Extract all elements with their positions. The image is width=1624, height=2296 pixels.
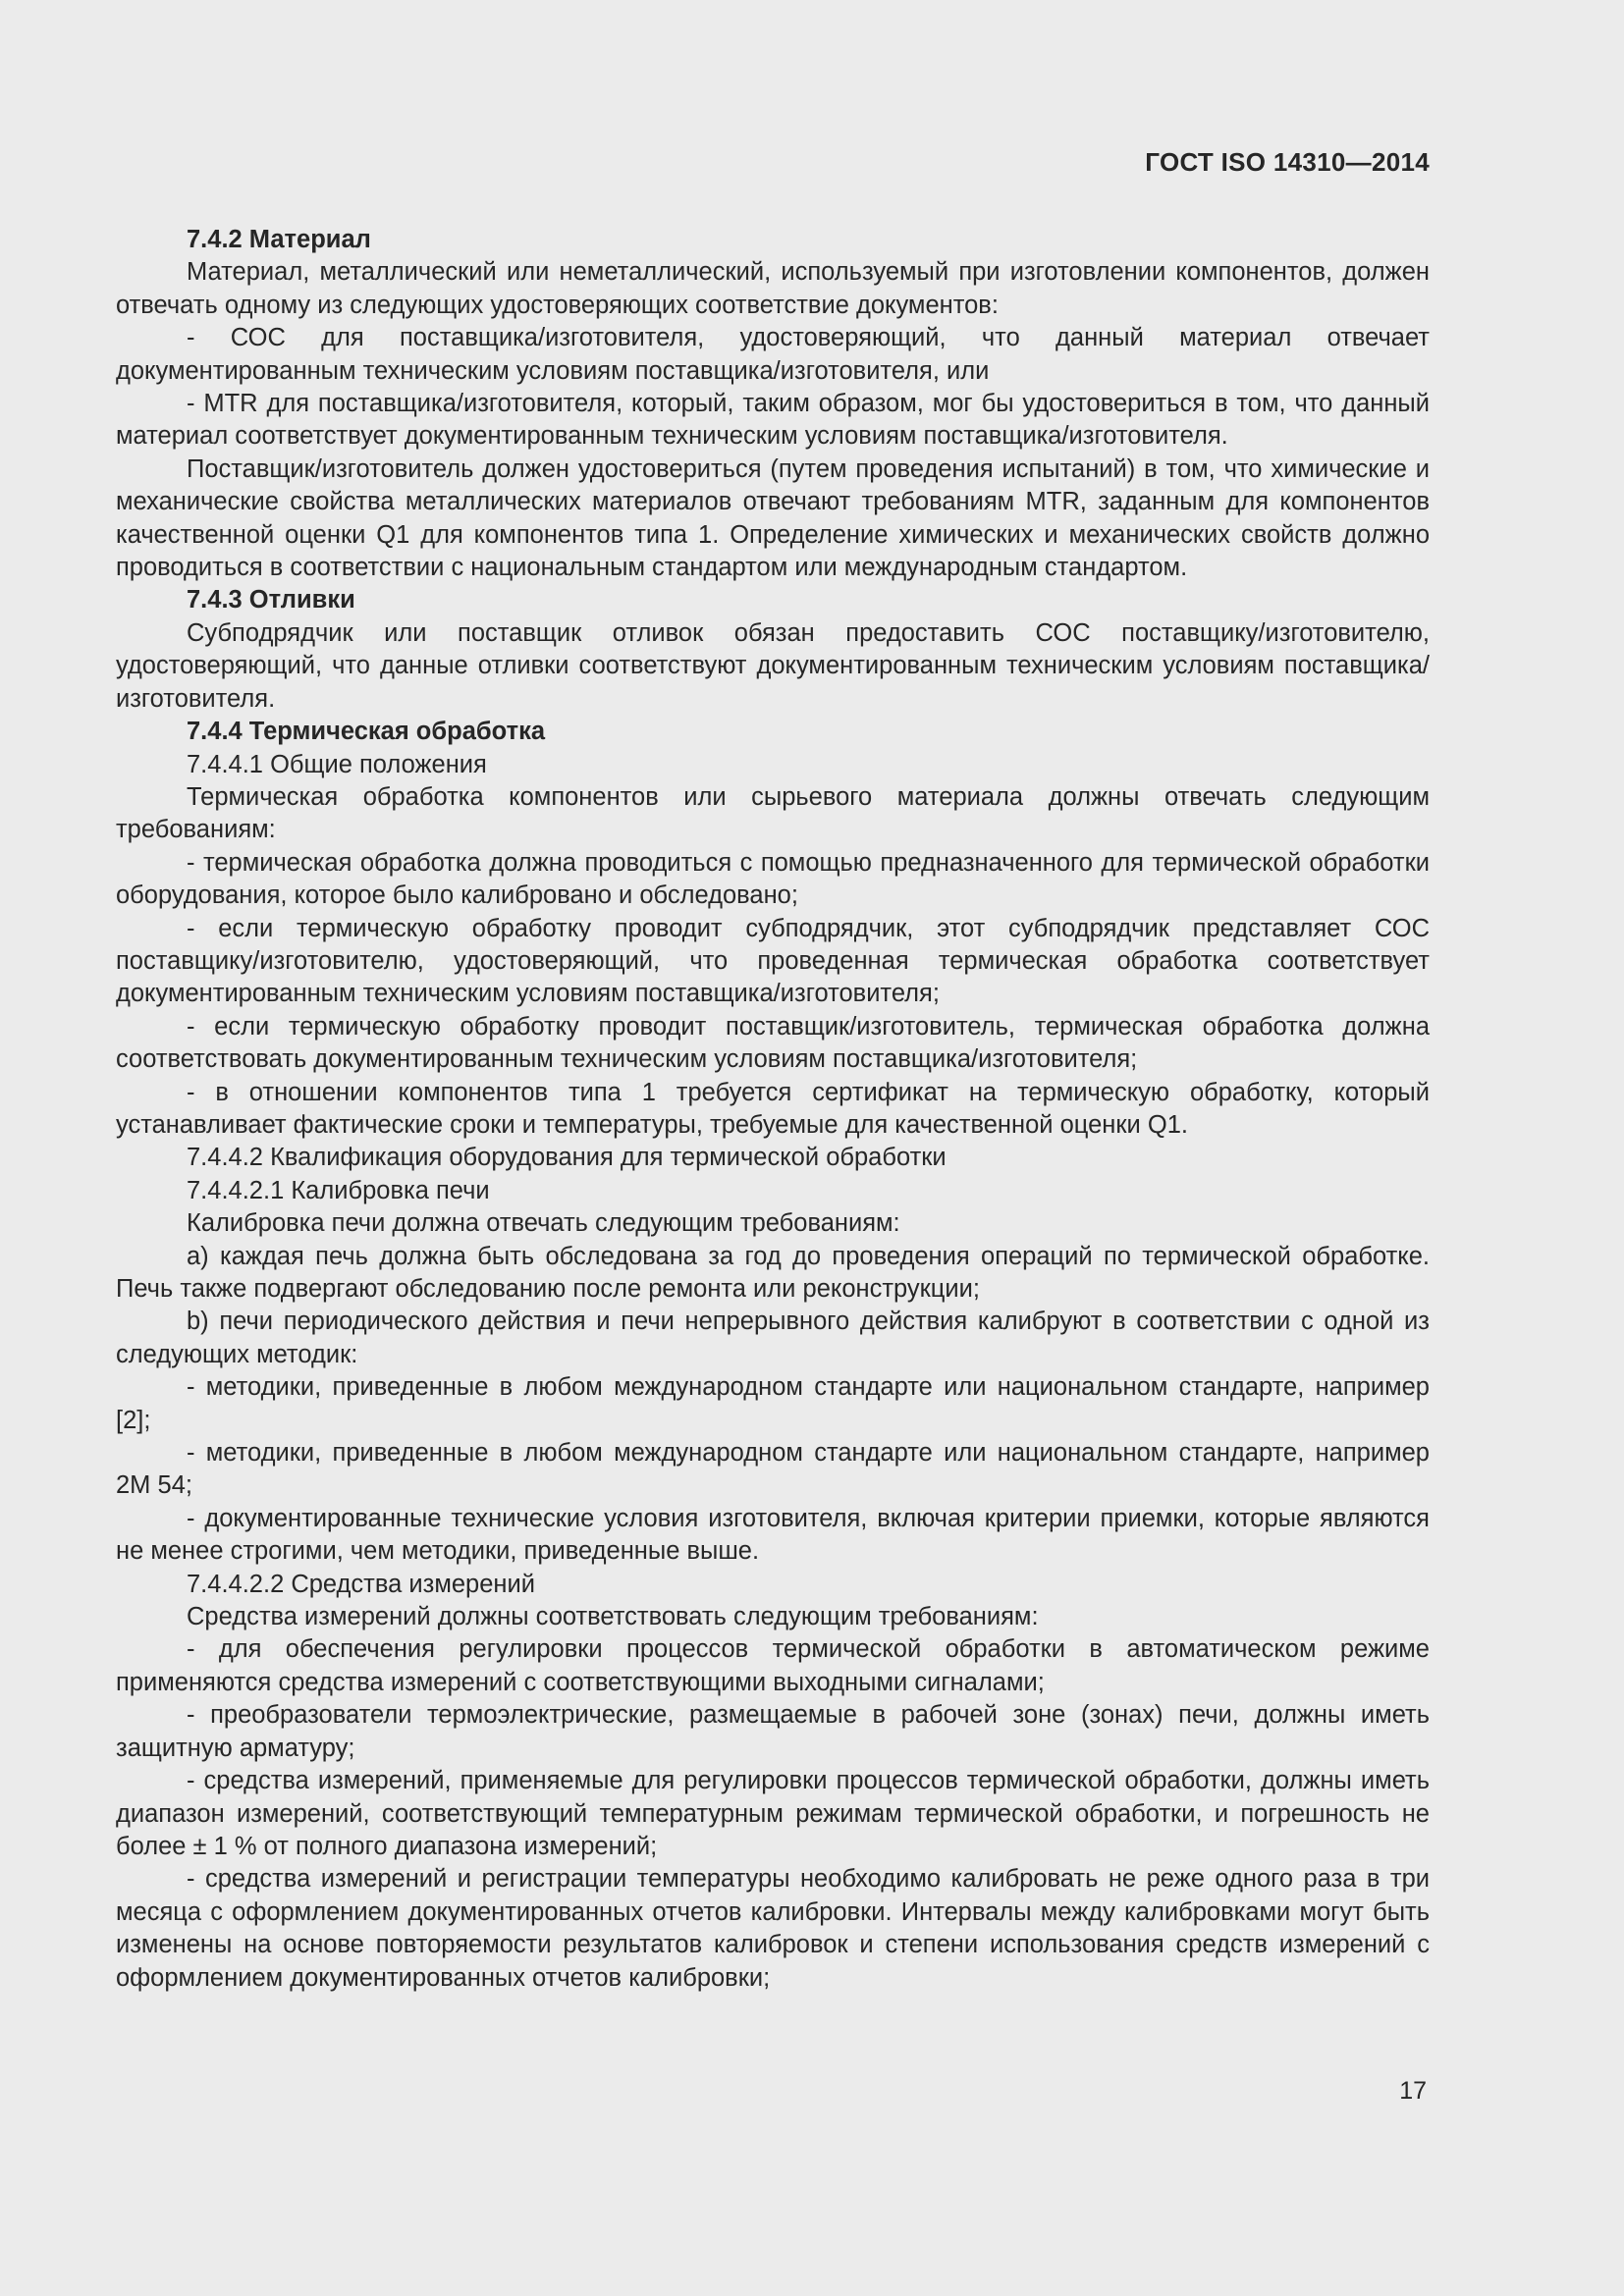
subsection-heading: 7.4.4.1 Общие положения	[187, 750, 487, 778]
list-item: - термическая обработка должна проводиться с помощью предназначенного для термической обработки оборудования, которое было калибровано и обследовано;	[116, 848, 1430, 910]
paragraph: Калибровка печи должна отвечать следующим требованиям:	[187, 1209, 900, 1238]
list-item: - документированные технические условия изготовителя, включая критерии приемки, которые являются не менее строгими, чем методики, приведенные выше.	[116, 1504, 1430, 1566]
list-item: - СОС для поставщика/изготовителя, удостоверяющий, что данный материал отвечает документированным техническим условиям поставщика/изготовителя, или	[116, 324, 1430, 385]
section-heading: 7.4.2 Материал	[187, 226, 371, 253]
list-item: - если термическую обработку проводит поставщик/изготовитель, термическая обработка должна соответствовать документированным техническим условиям поставщика/изготовителя;	[116, 1012, 1430, 1074]
list-item: a) каждая печь должна быть обследована за год до проведения операций по термической обработке. Печь также подвергают обследованию после ремонта или реконструкции;	[116, 1242, 1430, 1303]
standard-code-header: ГОСТ ISO 14310—2014	[1145, 147, 1430, 177]
paragraph: Поставщик/изготовитель должен удостовериться (путем проведения испытаний) в том, что химические и механические свойства металлических материалов отвечают требованиям MTR, заданным для компонентов качественной оценки Q1 для компонентов типа 1. Определение химических и механических свойств должно проводиться в соответствии с национальным стандартом или международным стандартом.	[116, 454, 1430, 582]
paragraph: Материал, металлический или неметаллический, используемый при изготовлении компонентов, должен отвечать одному из следующих удостоверяющих соответствие документов:	[116, 258, 1430, 319]
list-item: - в отношении компонентов типа 1 требуется сертификат на термическую обработку, который устанавливает фактические сроки и температуры, требуемые для качественной оценки Q1.	[116, 1078, 1430, 1139]
list-item: - преобразователи термоэлектрические, размещаемые в рабочей зоне (зонах) печи, должны иметь защитную арматуру;	[116, 1701, 1430, 1762]
section-heading: 7.4.3 Отливки	[187, 586, 355, 614]
paragraph: Термическая обработка компонентов или сырьевого материала должны отвечать следующим требованиям:	[116, 782, 1430, 844]
page-number: 17	[1399, 2077, 1427, 2105]
list-item: - методики, приведенные в любом международном стандарте или национальном стандарте, например [2];	[116, 1373, 1430, 1434]
list-item: - методики, приведенные в любом международном стандарте или национальном стандарте, например 2М 54;	[116, 1439, 1430, 1500]
list-item: - MTR для поставщика/изготовителя, который, таким образом, мог бы удостовериться в том, что данный материал соответствует документированным техническим условиям поставщика/изготовителя.	[116, 390, 1430, 451]
paragraph: Средства измерений должны соответствовать следующим требованиям:	[187, 1603, 1039, 1631]
document-body	[116, 224, 1430, 1995]
subsection-heading: 7.4.4.2.1 Калибровка печи	[187, 1176, 490, 1204]
list-item: - средства измерений, применяемые для регулировки процессов термической обработки, должны иметь диапазон измерений, соответствующий температурным режимам термической обработки, и погрешность не более ± 1 % от полного диапазона измерений;	[116, 1767, 1430, 1860]
section-heading: 7.4.4 Термическая обработка	[187, 718, 546, 746]
list-item: - если термическую обработку проводит субподрядчик, этот субподрядчик представляет СОС поставщику/изготовителю, удостоверяющий, что проведенная термическая обработка соответствует документированным техническим условиям поставщика/изготовителя;	[116, 914, 1430, 1008]
subsection-heading: 7.4.4.2.2 Средства измерений	[187, 1570, 535, 1598]
paragraph: Субподрядчик или поставщик отливок обязан предоставить СОС поставщику/изготовителю, удостоверяющий, что данные отливки соответствуют документированным техническим условиям поставщика/изготовителя.	[116, 618, 1430, 713]
list-item: - для обеспечения регулировки процессов термической обработки в автоматическом режиме применяются средства измерений с соответствующими выходными сигналами;	[116, 1635, 1430, 1696]
list-item: - средства измерений и регистрации температуры необходимо калибровать не реже одного раза в три месяца с оформлением документированных отчетов калибровки. Интервалы между калибровками могут быть изменены на основе повторяемости результатов калибровок и степени использования средств измерений с оформлением документированных отчетов калибровки;	[116, 1865, 1430, 1992]
list-item: b) печи периодического действия и печи непрерывного действия калибруют в соответствии с одной из следующих методик:	[116, 1308, 1430, 1368]
subsection-heading: 7.4.4.2 Квалификация оборудования для термической обработки	[187, 1144, 947, 1172]
